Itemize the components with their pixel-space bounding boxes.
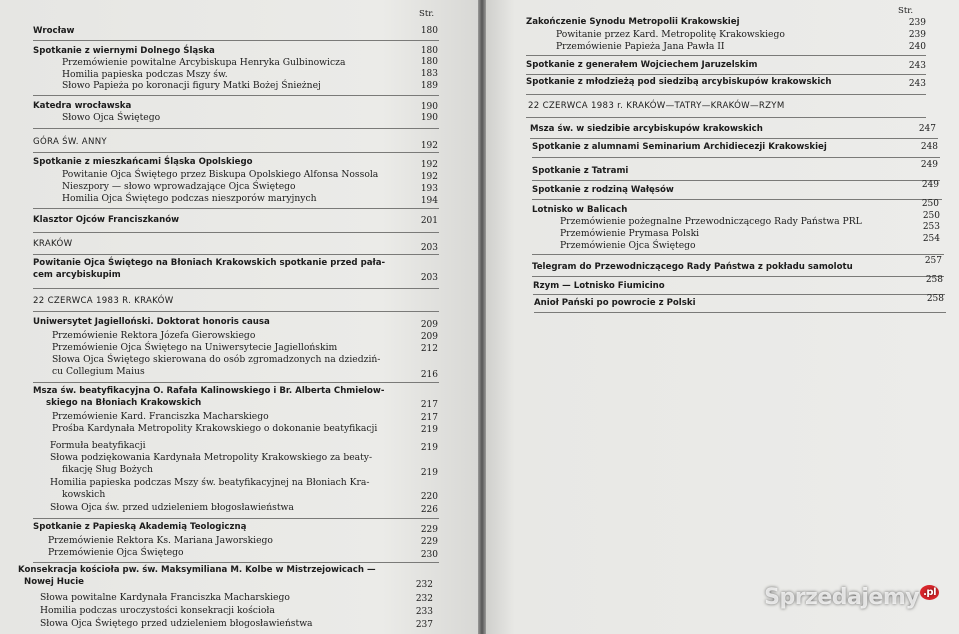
toc-heading: Spotkanie z generałem Wojciechem Jaruzelskim bbox=[526, 60, 758, 70]
toc-heading: Anioł Pański po powrocie z Polski bbox=[534, 298, 696, 308]
toc-heading: Konsekracja kościoła pw. św. Maksymiliana M. Kolbe w Mistrzejowicach — bbox=[18, 565, 376, 575]
toc-page: 203 bbox=[420, 273, 438, 283]
toc-page: 216 bbox=[420, 370, 438, 380]
left-page bbox=[0, 0, 478, 634]
toc-page: 180 bbox=[420, 46, 438, 56]
toc-page: 219 bbox=[420, 443, 438, 453]
toc-entry: Słowa Ojca św. przed udzieleniem błogosławieństwa bbox=[50, 502, 294, 513]
toc-heading: Lotnisko w Balicach bbox=[532, 205, 628, 215]
toc-entry: Powitanie Ojca Świętego przez Biskupa Opolskiego Alfonsa Nossola bbox=[62, 169, 379, 180]
toc-page: 239 bbox=[908, 30, 926, 40]
toc-page: 239 bbox=[908, 18, 926, 28]
toc-heading: Spotkanie z młodzieżą pod siedzibą arcybiskupów krakowskich bbox=[526, 77, 832, 87]
toc-page: 258 bbox=[925, 275, 943, 285]
toc-entry: Przemówienie Rektora Ks. Mariana Jaworskiego bbox=[48, 535, 273, 546]
toc-entry: Homilia papieska podczas Mszy św. beatyfikacyjnej na Błoniach Kra- bbox=[50, 477, 370, 488]
toc-page: 257 bbox=[924, 256, 942, 266]
toc-page: 193 bbox=[420, 184, 438, 194]
toc-page: 209 bbox=[420, 332, 438, 342]
toc-entry: Homilia podczas uroczystości konsekracji kościoła bbox=[40, 605, 275, 616]
toc-page: 253 bbox=[922, 222, 940, 232]
divider bbox=[33, 518, 439, 519]
watermark-suffix: .pl bbox=[920, 585, 939, 600]
book-spine bbox=[478, 0, 486, 634]
divider bbox=[532, 254, 944, 255]
toc-page: 226 bbox=[420, 505, 438, 515]
toc-entry: Homilia papieska podczas Mszy św. bbox=[62, 69, 228, 80]
divider bbox=[33, 95, 439, 96]
divider bbox=[526, 55, 926, 56]
toc-entry: Przemówienie pożegnalne Przewodniczącego Rady Państwa PRL bbox=[560, 216, 862, 227]
toc-page: 220 bbox=[420, 492, 438, 502]
toc-heading: Klasztor Ojców Franciszkanów bbox=[33, 215, 180, 225]
toc-heading-cont: cem arcybiskupim bbox=[33, 270, 121, 280]
toc-page: 209 bbox=[420, 320, 438, 330]
toc-page: 229 bbox=[420, 537, 438, 547]
toc-entry: Przemówienie Ojca Świętego bbox=[560, 240, 696, 251]
page-column-header: Str. bbox=[898, 6, 914, 16]
toc-heading: Katedra wrocławska bbox=[33, 101, 132, 111]
toc-entry: Powitanie przez Kard. Metropolitę Krakowskiego bbox=[556, 29, 785, 40]
toc-page: 183 bbox=[420, 69, 438, 79]
watermark-logo bbox=[764, 585, 939, 610]
toc-page: 219 bbox=[420, 468, 438, 478]
toc-heading: Wrocław bbox=[33, 26, 75, 36]
toc-heading: Spotkanie z wiernymi Dolnego Śląska bbox=[33, 46, 215, 56]
toc-page: 194 bbox=[420, 196, 438, 206]
divider bbox=[526, 74, 926, 75]
toc-entry: Słowo Ojca Świętego bbox=[62, 112, 161, 123]
toc-entry: Przemówienie Rektora Józefa Gierowskiego bbox=[52, 330, 256, 341]
toc-section: 22 CZERWCA 1983 R. KRAKÓW bbox=[33, 296, 174, 306]
toc-heading: Rzym — Lotnisko Fiumicino bbox=[533, 281, 665, 291]
toc-page: 233 bbox=[415, 607, 433, 617]
toc-heading-cont: Nowej Hucie bbox=[24, 577, 84, 587]
divider bbox=[33, 288, 439, 289]
divider bbox=[533, 294, 945, 295]
toc-page: 180 bbox=[420, 26, 438, 36]
toc-page: 217 bbox=[420, 400, 438, 410]
toc-entry: Przemówienie Ojca Świętego bbox=[48, 547, 184, 558]
toc-heading: Powitanie Ojca Świętego na Błoniach Krakowskich spotkanie przed pała- bbox=[33, 258, 386, 268]
divider bbox=[33, 208, 439, 209]
toc-page: 212 bbox=[420, 344, 438, 354]
divider bbox=[33, 311, 439, 312]
watermark-text: Sprzedajemy bbox=[764, 585, 920, 610]
divider bbox=[33, 40, 439, 41]
toc-page: 232 bbox=[415, 580, 433, 590]
divider bbox=[532, 180, 940, 181]
toc-heading: Msza św. w siedzibie arcybiskupów krakowskich bbox=[530, 124, 763, 134]
toc-page: 254 bbox=[922, 234, 940, 244]
toc-page: 240 bbox=[908, 42, 926, 52]
toc-heading: Spotkanie z Tatrami bbox=[532, 166, 629, 176]
toc-page: 190 bbox=[420, 113, 438, 123]
right-page bbox=[486, 0, 959, 634]
toc-entry: Przemówienie Papieża Jana Pawła II bbox=[556, 41, 725, 52]
toc-page: 203 bbox=[420, 243, 438, 253]
toc-page: 243 bbox=[908, 61, 926, 71]
toc-heading: Spotkanie z mieszkańcami Śląska Opolskiego bbox=[33, 157, 253, 167]
toc-section: GÓRA ŚW. ANNY bbox=[33, 137, 107, 147]
divider bbox=[534, 312, 946, 313]
toc-page: 192 bbox=[420, 172, 438, 182]
toc-entry: Słowo Papieża po koronacji figury Matki Bożej Śnieżnej bbox=[62, 80, 321, 91]
toc-entry: Słowa Ojca Świętego skierowana do osób zgromadzonych na dziedziń- bbox=[52, 354, 381, 365]
toc-entry: Formuła beatyfikacji bbox=[50, 440, 146, 451]
toc-entry-cont: cu Collegium Maius bbox=[52, 366, 145, 377]
toc-heading-cont: skiego na Błoniach Krakowskich bbox=[46, 398, 202, 408]
toc-page: 190 bbox=[420, 102, 438, 112]
toc-page: 237 bbox=[415, 620, 433, 630]
divider bbox=[33, 562, 439, 563]
toc-entry-cont: kowskich bbox=[62, 489, 106, 500]
toc-page: 192 bbox=[420, 160, 438, 170]
toc-heading: Spotkanie z alumnami Seminarium Archidiecezji Krakowskiej bbox=[532, 142, 827, 152]
toc-page: 247 bbox=[918, 124, 936, 134]
divider bbox=[33, 382, 439, 383]
divider bbox=[532, 199, 942, 200]
divider bbox=[33, 128, 439, 129]
toc-page: 229 bbox=[420, 525, 438, 535]
toc-entry: Homilia Ojca Świętego podczas nieszporów maryjnych bbox=[62, 193, 317, 204]
toc-page: 243 bbox=[908, 79, 926, 89]
toc-heading: Telegram do Przewodniczącego Rady Państwa z pokładu samolotu bbox=[532, 262, 853, 272]
toc-page: 249 bbox=[921, 180, 939, 190]
toc-page: 258 bbox=[926, 294, 944, 304]
divider bbox=[526, 117, 926, 118]
toc-entry: Słowa podziękowania Kardynała Metropolity Krakowskiego za beaty- bbox=[50, 452, 373, 463]
toc-entry: Nieszpory — słowo wprowadzające Ojca Świętego bbox=[62, 181, 296, 192]
toc-entry: Prośba Kardynała Metropolity Krakowskiego o dokonanie beatyfikacji bbox=[52, 423, 378, 434]
toc-page: 232 bbox=[415, 594, 433, 604]
divider bbox=[526, 94, 926, 95]
toc-entry-cont: fikację Sług Bożych bbox=[62, 464, 153, 475]
toc-heading: Zakończenie Synodu Metropolii Krakowskiej bbox=[526, 17, 740, 27]
toc-page: 219 bbox=[420, 425, 438, 435]
toc-section: KRAKÓW bbox=[33, 239, 73, 249]
toc-entry: Słowa Ojca Świętego przed udzieleniem błogosławieństwa bbox=[40, 618, 313, 629]
divider bbox=[530, 138, 938, 139]
toc-page: 250 bbox=[921, 199, 939, 209]
toc-heading: Msza św. beatyfikacyjna O. Rafała Kalinowskiego i Br. Alberta Chmielow- bbox=[33, 386, 385, 396]
toc-page: 189 bbox=[420, 81, 438, 91]
toc-entry: Przemówienie powitalne Arcybiskupa Henryka Gulbinowicza bbox=[62, 57, 346, 68]
toc-page: 192 bbox=[420, 141, 438, 151]
page-column-header: Str. bbox=[419, 9, 435, 19]
toc-page: 201 bbox=[420, 216, 438, 226]
toc-entry: Przemówienie Ojca Świętego na Uniwersytecie Jagiellońskim bbox=[52, 342, 338, 353]
toc-heading: Spotkanie z Papieską Akademią Teologiczną bbox=[33, 522, 247, 532]
toc-entry: Przemówienie Prymasa Polski bbox=[560, 228, 700, 239]
toc-section: 22 CZERWCA 1983 r. KRAKÓW—TATRY—KRAKÓW—RZYM bbox=[528, 101, 785, 111]
toc-page: 249 bbox=[920, 160, 938, 170]
toc-page: 230 bbox=[420, 550, 438, 560]
divider bbox=[33, 254, 439, 255]
toc-page: 250 bbox=[922, 211, 940, 221]
toc-heading: Spotkanie z rodziną Wałęsów bbox=[532, 185, 674, 195]
toc-heading: Uniwersytet Jagielloński. Doktorat honoris causa bbox=[33, 317, 270, 327]
toc-entry: Przemówienie Kard. Franciszka Macharskiego bbox=[52, 411, 269, 422]
divider bbox=[532, 157, 940, 158]
toc-entry: Słowa powitalne Kardynała Franciszka Macharskiego bbox=[40, 592, 290, 603]
divider bbox=[33, 232, 439, 233]
toc-page: 180 bbox=[420, 57, 438, 67]
toc-page: 248 bbox=[920, 142, 938, 152]
toc-page: 217 bbox=[420, 413, 438, 423]
divider bbox=[33, 152, 439, 153]
divider bbox=[532, 276, 944, 277]
